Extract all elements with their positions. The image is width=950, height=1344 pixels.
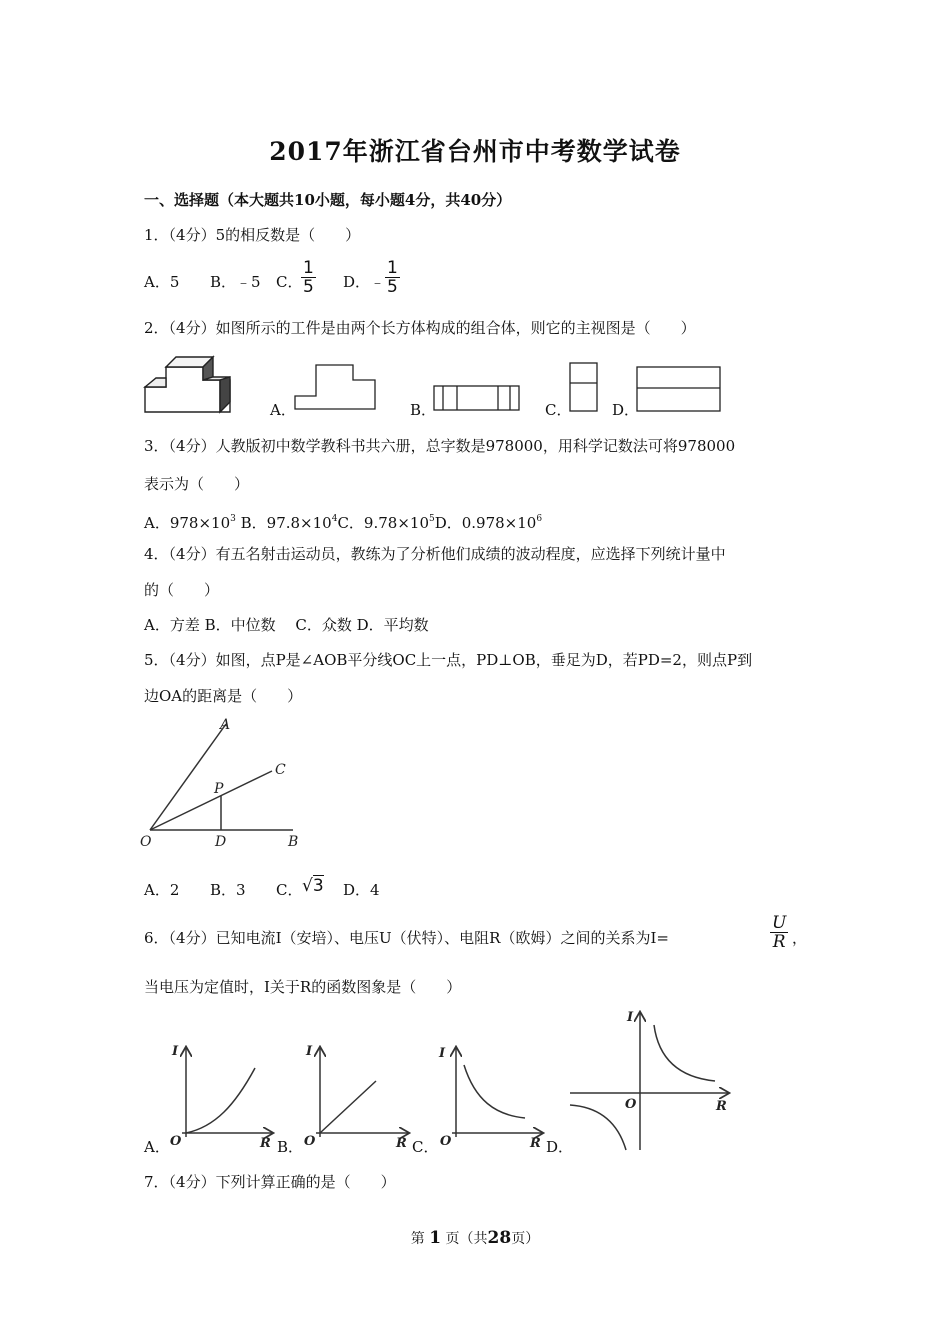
axis-label-r: R bbox=[530, 1136, 541, 1151]
q6-graphs bbox=[160, 1005, 760, 1155]
axis-label-i: I bbox=[172, 1044, 179, 1059]
origin-label: O bbox=[304, 1134, 316, 1149]
origin-label: O bbox=[440, 1134, 452, 1149]
q6-stem-line2: 当电压为定值时，I关于R的函数图象是（ ） bbox=[144, 978, 462, 996]
sqrt-icon: √ bbox=[302, 876, 313, 896]
q2-option-d: D． bbox=[612, 401, 640, 419]
section-heading: 一、选择题（本大题共10小题，每小题4分，共40分） bbox=[144, 191, 512, 209]
q6-comma: ， bbox=[792, 929, 808, 947]
page-title: 2017年浙江省台州市中考数学试卷 bbox=[269, 137, 681, 166]
q5-option-d: D．4 bbox=[343, 881, 380, 899]
fraction-denominator: R bbox=[772, 932, 786, 952]
solid-figure bbox=[145, 357, 230, 412]
axis-label-r: R bbox=[716, 1099, 727, 1114]
q7-stem: 7．（4分）下列计算正确的是（ ） bbox=[144, 1173, 396, 1191]
fraction-denominator: 5 bbox=[387, 277, 398, 297]
exponent: 4 bbox=[331, 514, 338, 524]
q5-option-c-radical bbox=[302, 876, 324, 896]
origin-label: O bbox=[625, 1097, 637, 1112]
graph-d bbox=[570, 1013, 728, 1150]
q3-option-b: B．97.8×10 bbox=[240, 514, 332, 532]
option-a-view bbox=[295, 365, 375, 409]
axis-label-i: I bbox=[439, 1046, 446, 1061]
q1-option-b: B．﹣5 bbox=[210, 273, 261, 291]
page-footer bbox=[0, 1228, 950, 1248]
q3-option-d: D．0.978×10 bbox=[434, 514, 537, 532]
q3-option-c: C．9.78×10 bbox=[337, 514, 429, 532]
footer-middle: 页（共 bbox=[445, 1231, 488, 1247]
axis-label-r: R bbox=[260, 1136, 271, 1151]
graph-a bbox=[182, 1048, 272, 1137]
q1-option-c-fraction bbox=[301, 259, 316, 296]
q1-stem: 1．（4分）5的相反数是（ ） bbox=[144, 226, 361, 244]
label-b: B bbox=[288, 834, 299, 850]
axis-label-i: I bbox=[627, 1010, 634, 1025]
origin-label: O bbox=[170, 1134, 182, 1149]
q3-option-a: A．978×10 bbox=[144, 514, 231, 532]
q1-option-d bbox=[343, 272, 385, 292]
axis-label-i: I bbox=[306, 1044, 313, 1059]
q6-stem-line1: 6．（4分）已知电流I（安培）、电压U（伏特）、电阻R（欧姆）之间的关系为I= bbox=[144, 929, 669, 947]
q5-angle-figure bbox=[138, 712, 318, 854]
axis-label-r: R bbox=[396, 1136, 407, 1151]
q6-option-b: B． bbox=[277, 1138, 304, 1156]
q2-figures bbox=[140, 350, 740, 420]
q6-option-a: A． bbox=[144, 1138, 170, 1156]
q2-stem: 2．（4分）如图所示的工件是由两个长方体构成的组合体，则它的主视图是（ ） bbox=[144, 319, 696, 337]
radicand: 3 bbox=[312, 876, 324, 896]
q1-option-a: A．5 bbox=[144, 273, 180, 291]
ray-oc bbox=[150, 771, 272, 830]
q5-option-c-label: C． bbox=[276, 881, 303, 899]
fraction-numerator: U bbox=[772, 913, 787, 933]
label-a: A bbox=[220, 717, 231, 733]
q4-stem-line2: 的（ ） bbox=[144, 581, 220, 599]
fraction-numerator: 1 bbox=[387, 258, 398, 278]
footer-suffix: 页） bbox=[511, 1231, 540, 1247]
page-total: 28 bbox=[487, 1228, 512, 1248]
q3-stem-line2: 表示为（ ） bbox=[144, 475, 250, 493]
q6-option-d: D． bbox=[546, 1138, 574, 1156]
q1-option-c-label: C． bbox=[276, 273, 303, 291]
fraction-numerator: 1 bbox=[303, 258, 314, 278]
label-o: O bbox=[140, 834, 152, 850]
q6-formula-fraction bbox=[770, 914, 788, 951]
q4-options: A．方差 B．中位数 C．众数 D．平均数 bbox=[144, 616, 429, 634]
ray-oa bbox=[150, 724, 226, 830]
q5-stem-line1: 5．（4分）如图，点P是∠AOB平分线OC上一点，PD⊥OB，垂足为D，若PD=2，则点P到 bbox=[144, 651, 753, 669]
q5-option-c bbox=[276, 880, 302, 900]
q2-option-b: B． bbox=[410, 401, 437, 419]
q4-stem-line1: 4．（4分）有五名射击运动员，教练为了分析他们成绩的波动程度，应选择下列统计量中 bbox=[144, 545, 726, 563]
label-p: P bbox=[214, 781, 224, 797]
fraction-denominator: 5 bbox=[303, 277, 314, 297]
q3-options bbox=[144, 509, 542, 533]
footer-prefix: 第 bbox=[410, 1231, 425, 1247]
graph-b bbox=[316, 1048, 408, 1137]
label-c: C bbox=[275, 762, 286, 778]
q1-option-d-label: D．﹣ bbox=[343, 273, 386, 291]
exponent: 3 bbox=[230, 514, 236, 524]
q5-stem-line2: 边OA的距离是（ ） bbox=[144, 687, 303, 705]
option-b-view bbox=[434, 386, 519, 410]
q2-option-a: A． bbox=[270, 401, 296, 419]
q6-option-c: C． bbox=[412, 1138, 439, 1156]
q1-option-c bbox=[276, 272, 302, 292]
page-number: 1 bbox=[429, 1228, 442, 1248]
q2-option-c: C． bbox=[545, 401, 572, 419]
label-d: D bbox=[215, 834, 227, 850]
option-c-view bbox=[570, 363, 597, 411]
q5-option-a: A．2 bbox=[144, 881, 180, 899]
q3-stem-line1: 3．（4分）人教版初中数学教科书共六册，总字数是978000，用科学记数法可将978000 bbox=[144, 437, 736, 455]
graph-c bbox=[452, 1048, 542, 1137]
q5-option-b: B．3 bbox=[210, 881, 246, 899]
exponent: 6 bbox=[536, 514, 543, 524]
exponent: 5 bbox=[428, 514, 435, 524]
option-d-view bbox=[637, 367, 720, 411]
q1-option-d-fraction bbox=[385, 259, 400, 296]
